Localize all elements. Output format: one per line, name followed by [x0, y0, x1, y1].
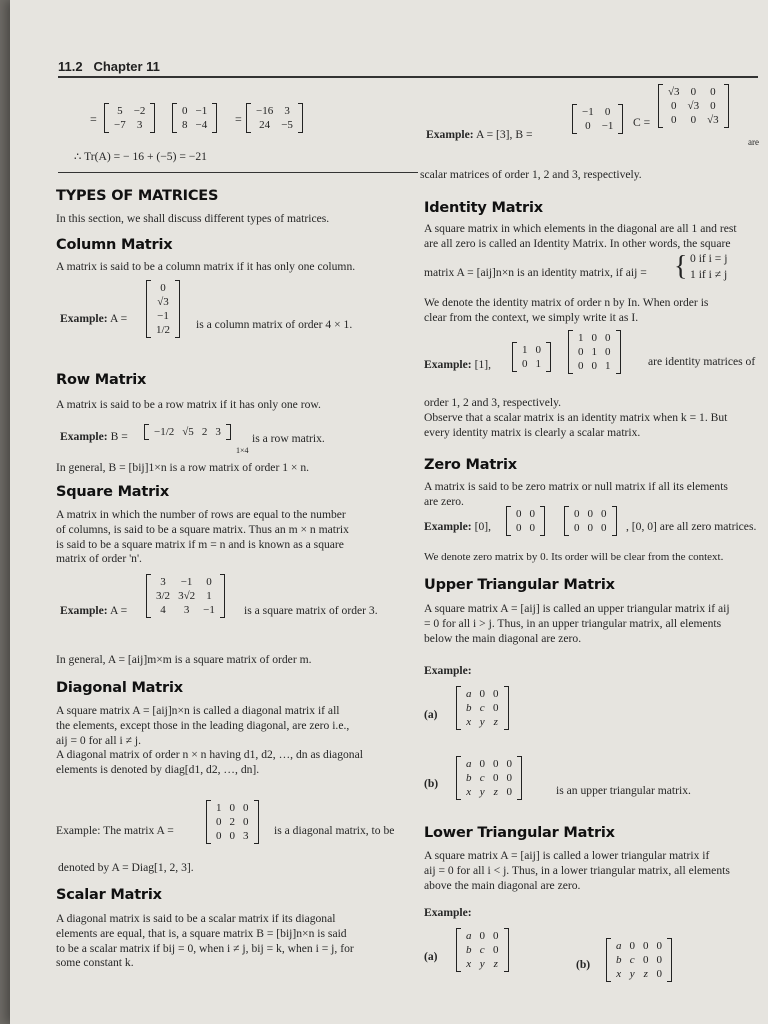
square-general: In general, A = [aij]m×m is a square matrix of order m. — [56, 653, 312, 666]
matrix-cell: 0 — [493, 930, 499, 942]
matrix-cell: 1 — [535, 358, 541, 370]
matrix-cell: 0 — [578, 360, 584, 372]
matrix-cell: 0 — [493, 702, 499, 714]
matrix-cell: 0 — [591, 360, 597, 372]
textbook-page: 11.2 Chapter 11 = 5 −2 −7 3 0 −1 8 −4 = −16 3 24 −5 ∴ Tr(A) = − 16 + (−5) = −21 Example: A = [3], B = −1 0 0 −1 C = √3 0 0 0 √3 0 0 0 √3 are scalar matrices of order 1, 2 and 3, respectively. TYPES OF MATRICES In this section, we shall discuss different types of matrices. Column Matrix A matrix is said to be a column matrix if it has only one column. Example: A = 0 √3 −1 1/2 is a column matrix of order 4 × 1. Row Matrix A matrix is said to be a row matrix if it has only one row. Example: B = −1/2 √5 2 3 1×4 is a row matrix. In general, B = [bij]1×n is a row matrix of order 1 × n. Square Matrix A matrix in which the number of rows are equal to the number of columns, is said to be a square matrix. Thus an m × n matrix is said to be a square matrix if m = n and is known as a square matrix of order 'n'. Example: A = 3 −1 0 3/2 3√2 1 4 3 −1 is a square matrix of order 3. In general, A = [aij]m×m is a square matrix of order m. Diagonal Matrix A square matrix A = [aij]n×n is called a diagonal matrix if all the elements, except those in the leading diagonal, are zero i.e., aij = 0 for all i ≠ j. A diagonal matrix of order n × n having d1, d2, …, dn as diagonal elements is denoted by diag[d1, d2, …, dn]. Example: The matrix A = 1 0 0 0 2 0 0 0 3 is a diagonal matrix, to be denoted by A = Diag[1, 2, 3]. Scalar Matrix A diagonal matrix is said to be a scalar matrix if its diagonal elements are equal, that is, a square matrix B = [bij]n×n is said to be a scalar matrix if bij = 0, when i ≠ j, bij = k, when i = j, for some constant k. Identity Matrix A square matrix in which elements in the diagonal are all 1 and rest are all zero is called an Identity Matrix. In other words, the square matrix A = [aij]n×n is an identity matrix, if aij = { 0 if i = j 1 if i ≠ j We denote the identity matrix of order n by In. When order is clear from the context, we simply write it as I. Example: [1], 1 0 0 1 1 0 0 0 1 0 0 0 1 are identity matrices of order 1, 2 and 3, respectively. Observe that a scalar matrix is an identity matrix when k = 1. But every identity matrix is clearly a scalar matrix. Zero Matrix A matrix is said to be zero matrix or null matrix if all its elements are zero. Example: [0], 0 0 0 0 0 0 0 0 0 0 , [0, 0] are all zero matrices. We denote zero matrix by 0. Its order will be clear from the context. Upper Triangular Matrix A square matrix A = [aij] is called an upper triangular matrix if aij = 0 for all i > j. Thus, in an upper triangular matrix, all elements below the main diagonal are zero. Example: (a) a 0 0 b c 0 x y z (b) a 0 0 0 b c 0 0 x y z 0 is an upper triangular matrix. Lower Triangular Matrix A square matrix A = [aij] is called a lower triangular matrix if aij = 0 for all i < j. Thus, in a lower triangular matrix, all elements above the main diagonal are zero. Example: (a) a 0 0 b c 0 x y z (b) a 0 0 0 b c 0 0 x y z 0 — [10, 0, 768, 1024]
diagonal-example-text: Example: The matrix A = — [56, 824, 174, 837]
matrix-cell: 0 — [587, 508, 593, 520]
matrix-cell: a — [616, 940, 622, 952]
matrix-cell: 0 — [493, 944, 499, 956]
matrix-cell: √5 — [182, 426, 194, 438]
matrix-cell: 0 — [479, 930, 485, 942]
types-title: TYPES OF MATRICES — [56, 188, 219, 204]
text-line: We denote the identity matrix of order n by In. When order is — [424, 296, 709, 309]
c-label: C = — [633, 116, 651, 129]
matrix-cell: x — [466, 786, 472, 798]
matrix-cell: −7 — [114, 119, 126, 131]
identity-text — [424, 222, 768, 252]
example-label: Example: — [426, 128, 474, 141]
diagonal-text — [56, 704, 416, 778]
zero-caption: , [0, 0] are all zero matrices. — [626, 520, 757, 533]
scalar-matrix-b — [572, 104, 623, 134]
matrix-cell: 1 — [591, 346, 597, 358]
identity-definition: matrix A = [aij]n×n is an identity matrix, if aij = — [424, 266, 647, 279]
column-caption: is a column matrix of order 4 × 1. — [196, 318, 353, 331]
text-line: A matrix in which the number of rows are equal to the number — [56, 508, 346, 521]
identity-matrix-heading: Identity Matrix — [424, 200, 543, 216]
matrix-cell: −1 — [180, 576, 193, 588]
matrix-cell: −1/2 — [154, 426, 175, 438]
row-caption: is a row matrix. — [252, 432, 325, 445]
matrix-cell: 0 — [601, 522, 607, 534]
types-intro: In this section, we shall discuss different types of matrices. — [56, 212, 330, 225]
matrix-cell: √3 — [668, 86, 680, 98]
text-line: some constant k. — [56, 956, 134, 970]
scalar-caption: scalar matrices of order 1, 2 and 3, respectively. — [420, 168, 642, 181]
matrix-cell: b — [466, 944, 472, 956]
matrix-cell: 0 — [506, 758, 512, 770]
matrix-cell: 0 — [605, 346, 611, 358]
matrix-cell: 0 — [656, 940, 662, 952]
text-line: matrix of order 'n'. — [56, 552, 142, 566]
matrix-cell: y — [479, 716, 485, 728]
identity-caption: are identity matrices of — [648, 355, 756, 368]
matrix-cell: 0 — [690, 114, 697, 126]
matrix-cell: 0 — [479, 688, 485, 700]
matrix-cell: 0 — [229, 802, 235, 814]
row-order: 1×4 — [236, 446, 249, 455]
matrix-cell: 0 — [690, 86, 697, 98]
matrix-cell: 0 — [529, 508, 535, 520]
column-text: A matrix is said to be a column matrix if it has only one column. — [56, 260, 356, 273]
text-line: is said to be a square matrix if m = n and is known as a square — [56, 537, 344, 551]
zero-denote: We denote zero matrix by 0. Its order will be clear from the context. — [424, 551, 724, 563]
matrix-cell: 0 — [160, 282, 166, 294]
matrix-cell: 3√2 — [178, 590, 196, 602]
matrix-cell: a — [466, 930, 472, 942]
matrix-cell: z — [493, 786, 498, 798]
matrix-cell: 0 — [522, 358, 528, 370]
matrix-cell: 3 — [160, 576, 166, 588]
text-line: Observe that a scalar matrix is an identity matrix when k = 1. But — [424, 410, 728, 424]
matrix-cell: 2 — [229, 816, 235, 828]
matrix-cell: 0 — [587, 522, 593, 534]
matrix-cell: 0 — [591, 332, 597, 344]
matrix-cell: 1 — [605, 360, 611, 372]
upper-matrix-b — [456, 756, 522, 800]
text-line: of columns, is said to be a square matrix. Thus an m × n matrix — [56, 522, 349, 536]
matrix-cell: y — [629, 968, 635, 980]
diagonal-matrix-heading: Diagonal Matrix — [56, 680, 183, 696]
text-line: A diagonal matrix is said to be a scalar matrix if its diagonal — [56, 912, 336, 925]
matrix-cell: 3 — [243, 830, 249, 842]
text-line: = 0 for all i > j. Thus, in an upper triangular matrix, all elements — [424, 616, 722, 630]
scalar-matrix-heading: Scalar Matrix — [56, 887, 162, 903]
matrix-cell: 0 — [710, 100, 716, 112]
text-line: are zero. — [424, 494, 464, 508]
text-line: above the main diagonal are zero. — [424, 878, 581, 892]
trace-matrix-2 — [172, 103, 217, 133]
matrix-cell: 0 — [629, 940, 635, 952]
zero-matrix-3 — [564, 506, 617, 536]
matrix-cell: z — [493, 716, 498, 728]
matrix-cell: 0 — [182, 105, 188, 117]
matrix-cell: 8 — [182, 119, 188, 131]
matrix-cell: 0 — [493, 772, 499, 784]
matrix-cell: y — [479, 786, 485, 798]
matrix-cell: 0 — [229, 830, 235, 842]
text-line: elements is denoted by diag[d1, d2, …, dn]. — [56, 763, 260, 777]
matrix-cell: −5 — [281, 119, 293, 131]
zero-matrix-2 — [506, 506, 545, 536]
upper-example-label: Example: — [424, 664, 472, 677]
square-caption: is a square matrix of order 3. — [244, 604, 378, 617]
matrix-cell: z — [493, 958, 498, 970]
diagonal-caption: is a diagonal matrix, to be — [274, 824, 395, 837]
matrix-cell: −16 — [256, 105, 274, 117]
matrix-cell: b — [616, 954, 622, 966]
matrix-cell: 0 — [529, 522, 535, 534]
scalar-example-text: A = [3], B = — [475, 128, 533, 141]
lower-matrix-a — [456, 928, 509, 972]
identity-after — [424, 396, 768, 440]
matrix-cell: 0 — [656, 954, 662, 966]
text-line: A square matrix A = [aij] is called an upper triangular matrix if aij — [424, 602, 730, 615]
matrix-cell: 0 — [516, 522, 522, 534]
text-line: A square matrix in which elements in the diagonal are all 1 and rest — [424, 222, 737, 235]
matrix-cell: 0 — [605, 332, 611, 344]
matrix-cell: a — [466, 758, 472, 770]
matrix-cell: c — [479, 702, 485, 714]
upper-triangular-heading: Upper Triangular Matrix — [424, 577, 615, 593]
matrix-cell: 0 — [216, 816, 222, 828]
text-line: are all zero is called an Identity Matrix. In other words, the square — [424, 236, 731, 250]
matrix-cell: c — [479, 772, 485, 784]
identity-matrix-2 — [512, 342, 551, 372]
matrix-cell: 0 — [643, 940, 649, 952]
identity-denote — [424, 296, 768, 326]
matrix-cell: x — [466, 716, 472, 728]
row-text: A matrix is said to be a row matrix if it has only one row. — [56, 398, 321, 411]
text-line: to be a scalar matrix if bij = 0, when i ≠ j, bij = k, when i = j, for — [56, 941, 354, 955]
matrix-cell: 3 — [136, 119, 143, 131]
text-line: aij = 0 for all i < j. Thus, in a lower triangular matrix, all elements — [424, 863, 730, 877]
matrix-cell: √3 — [687, 100, 700, 112]
matrix-cell: 4 — [160, 604, 166, 616]
matrix-cell: 0 — [671, 114, 677, 126]
matrix-cell: 0 — [656, 968, 662, 980]
section-number: 11.2 — [58, 59, 83, 74]
square-matrix-heading: Square Matrix — [56, 484, 169, 500]
upper-matrix-a — [456, 686, 509, 730]
matrix-cell: 0 — [243, 802, 249, 814]
matrix-cell: 0 — [216, 830, 222, 842]
diagonal-denoted: denoted by A = Diag[1, 2, 3]. — [58, 861, 194, 874]
matrix-cell: −2 — [133, 105, 146, 117]
matrix-cell: 0 — [493, 758, 499, 770]
identity-matrix-3 — [568, 330, 621, 374]
matrix-cell: 0 — [601, 508, 607, 520]
matrix-cell: 3 — [215, 426, 221, 438]
matrix-cell: 3 — [183, 604, 190, 616]
matrix-cell: 0 — [516, 508, 522, 520]
text-line: aij = 0 for all i ≠ j. — [56, 733, 142, 747]
matrix-cell: c — [479, 944, 485, 956]
column-matrix-heading: Column Matrix — [56, 237, 173, 253]
matrix-cell: b — [466, 772, 472, 784]
matrix-cell: 0 — [643, 954, 649, 966]
diagonal-matrix-example — [206, 800, 259, 844]
matrix-cell: 1 — [216, 802, 222, 814]
matrix-cell: 0 — [479, 758, 485, 770]
matrix-cell: x — [466, 958, 472, 970]
header-rule — [58, 76, 758, 78]
matrix-cell: 0 — [671, 100, 677, 112]
matrix-cell: 0 — [506, 772, 512, 784]
trace-matrix-1 — [104, 103, 155, 133]
matrix-cell: 0 — [535, 344, 541, 356]
matrix-cell: −1 — [195, 105, 208, 117]
row-matrix-heading: Row Matrix — [56, 372, 147, 388]
matrix-cell: 0 — [206, 576, 212, 588]
column-matrix-example — [146, 280, 180, 338]
text-line: order 1, 2 and 3, respectively. — [424, 396, 562, 409]
matrix-cell: 3/2 — [156, 590, 171, 602]
text-line: A square matrix A = [aij] is called a lower triangular matrix if — [424, 849, 710, 862]
matrix-cell: 2 — [201, 426, 208, 438]
matrix-cell: 0 — [585, 120, 591, 132]
matrix-cell: a — [466, 688, 472, 700]
matrix-cell: 0 — [578, 346, 584, 358]
matrix-cell: 24 — [259, 119, 271, 131]
text-line: A matrix is said to be zero matrix or null matrix if all its elements — [424, 480, 728, 493]
matrix-cell: 5 — [117, 105, 123, 117]
matrix-cell: 0 — [506, 786, 512, 798]
scalar-matrix-c — [658, 84, 729, 128]
lower-triangular-heading: Lower Triangular Matrix — [424, 825, 615, 841]
matrix-cell: −1 — [157, 310, 169, 322]
text-line: A square matrix A = [aij]n×n is called a diagonal matrix if all — [56, 704, 340, 717]
scalar-text — [56, 912, 416, 971]
lower-matrix-b — [606, 938, 672, 982]
matrix-cell: x — [616, 968, 622, 980]
lower-example-label: Example: — [424, 906, 472, 919]
matrix-cell: 0 — [604, 106, 611, 118]
matrix-cell: √3 — [707, 114, 719, 126]
row-general: In general, B = [bij]1×n is a row matrix of order 1 × n. — [56, 461, 310, 474]
matrix-cell: 1/2 — [156, 324, 171, 336]
matrix-cell: 1 — [206, 590, 212, 602]
chapter-title: Chapter 11 — [93, 59, 160, 74]
square-text — [56, 508, 416, 567]
matrix-cell: z — [643, 968, 648, 980]
matrix-cell: 0 — [710, 86, 716, 98]
matrix-cell: 0 — [574, 508, 580, 520]
matrix-cell: 3 — [284, 105, 290, 117]
matrix-cell: c — [629, 954, 635, 966]
matrix-cell: √3 — [157, 296, 169, 308]
text-line: clear from the context, we simply write it as I. — [424, 310, 639, 324]
text-line: elements are equal, that is, a square matrix B = [bij]n×n is said — [56, 926, 347, 940]
square-matrix-example — [146, 574, 225, 618]
divider — [58, 172, 418, 173]
text-line: the elements, except those in the leading diagonal, are zero i.e., — [56, 718, 350, 732]
matrix-cell: −1 — [203, 604, 215, 616]
matrix-cell: 0 — [243, 816, 249, 828]
matrix-cell: −1 — [582, 106, 594, 118]
text-line: every identity matrix is clearly a scalar matrix. — [424, 425, 641, 439]
matrix-cell: 0 — [493, 688, 499, 700]
page-header — [58, 59, 160, 74]
row-matrix-example — [144, 424, 231, 440]
trace-matrix-3 — [246, 103, 303, 133]
text-line: A diagonal matrix of order n × n having d1, d2, …, dn as diagonal — [56, 748, 363, 762]
trace-result: ∴ Tr(A) = − 16 + (−5) = −21 — [74, 150, 207, 163]
matrix-cell: −4 — [195, 119, 208, 131]
text-line: below the main diagonal are zero. — [424, 631, 582, 645]
matrix-cell: 0 — [574, 522, 580, 534]
matrix-cell: −1 — [601, 120, 614, 132]
matrix-cell: b — [466, 702, 472, 714]
upper-caption: is an upper triangular matrix. — [556, 784, 691, 797]
matrix-cell: 1 — [522, 344, 528, 356]
upper-text — [424, 602, 768, 646]
lower-text — [424, 849, 768, 893]
matrix-cell: y — [479, 958, 485, 970]
zero-matrix-heading: Zero Matrix — [424, 457, 517, 473]
matrix-cell: 1 — [578, 332, 584, 344]
